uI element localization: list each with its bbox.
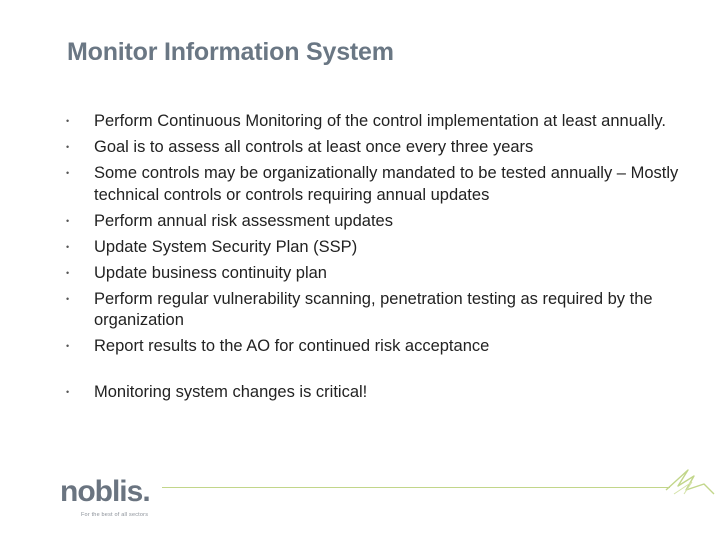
bullet-icon: • xyxy=(66,215,70,226)
bullet-item xyxy=(60,111,685,133)
bullet-icon: • xyxy=(66,267,70,278)
bullet-list xyxy=(60,111,685,408)
bullet-icon: • xyxy=(66,142,70,152)
bullet-item xyxy=(60,163,685,206)
bullet-item-emphasis xyxy=(60,382,685,404)
bullet-text: Some controls may be organizationally mandated to be tested annually – Mostly technical controls or controls requiring annual updates xyxy=(94,164,679,204)
bullet-item xyxy=(60,137,685,159)
bullet-icon: • xyxy=(66,168,70,178)
bullet-text: Goal is to assess all controls at least once every three years xyxy=(94,138,534,156)
bullet-text: Update business continuity plan xyxy=(94,263,327,282)
bullet-icon: • xyxy=(66,386,70,397)
slide-title: Monitor Information System xyxy=(67,38,394,66)
signature-flourish-icon xyxy=(664,466,720,498)
bullet-text: Perform regular vulnerability scanning, penetration testing as required by the organization xyxy=(94,289,653,329)
bullet-item xyxy=(60,336,685,358)
bullet-text: Report results to the AO for continued risk acceptance xyxy=(94,337,490,355)
bullet-text: Monitoring system changes is critical! xyxy=(94,382,368,401)
bullet-icon: • xyxy=(66,341,70,351)
bullet-icon: • xyxy=(66,293,70,304)
bullet-text: Perform Continuous Monitoring of the control implementation at least annually. xyxy=(94,112,666,130)
bullet-text: Update System Security Plan (SSP) xyxy=(94,237,358,256)
bullet-item xyxy=(60,237,685,259)
bullet-item xyxy=(60,263,685,285)
footer-divider xyxy=(162,487,670,488)
noblis-logo: noblis. xyxy=(60,475,150,508)
bullet-icon: • xyxy=(66,241,70,252)
bullet-item xyxy=(60,289,685,332)
bullet-text: Perform annual risk assessment updates xyxy=(94,211,393,230)
logo-tagline: For the best of all sectors xyxy=(81,512,149,518)
bullet-icon: • xyxy=(66,116,70,126)
bullet-item xyxy=(60,211,685,233)
